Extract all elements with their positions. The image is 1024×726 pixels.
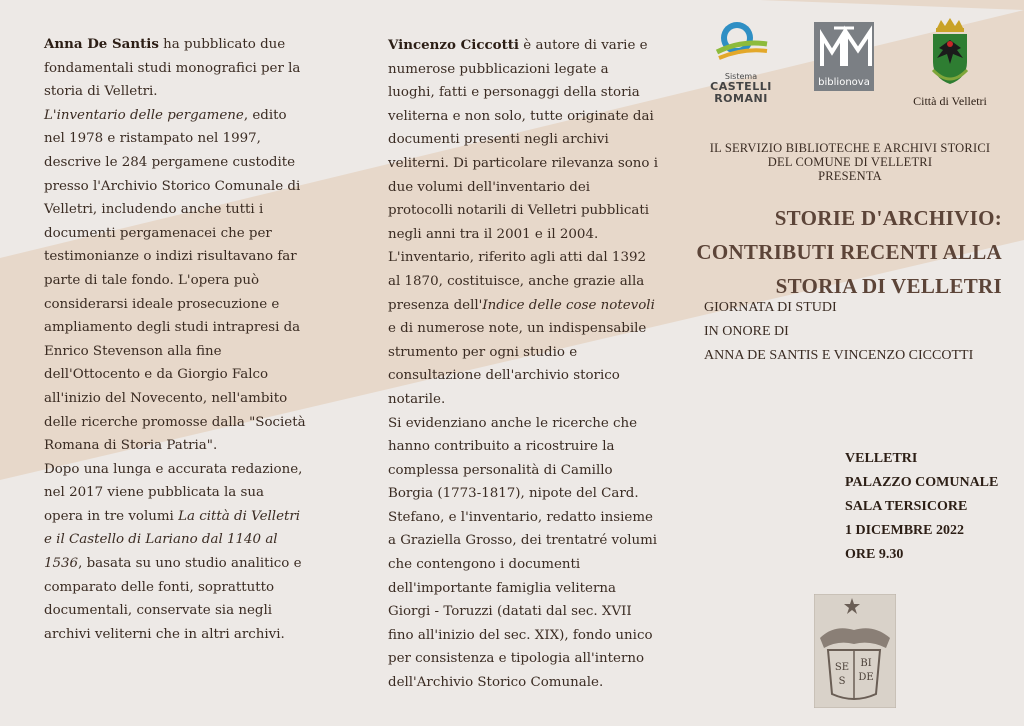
castelli-line1: Sistema [724, 72, 758, 81]
column-anna-de-santis [44, 33, 306, 646]
castelli-line3: ROMANI [714, 92, 768, 105]
text-run: Si evidenziano anche le ricerche che hanno contribuito a ricostruire la complessa personalità di Camillo Borgia (1773-1817), nipote del Card. Stefano, e l'inventario, redatto insieme a Graziella Grosso, dei trentatré volumi che contengono i documenti dell'importante famiglia veliterna Giorgi - Toruzzi (datati dal sec. XVII fino all'inizio del sec. XIX), fondo unico per consistenza e tipologia all'interno dell'Archivio Storico Comunale. [388, 415, 658, 691]
biblionova-logo [814, 22, 876, 91]
organizer-line1: IL SERVIZIO BIBLIOTECHE E ARCHIVI STORICI [709, 141, 991, 155]
text-run: e di numerose note, un indispensabile strumento per ogni studio e consultazione dell'archivio storico notarile. [388, 321, 647, 407]
velletri-coat-of-arms-icon [927, 18, 973, 88]
archive-seal-image [814, 594, 896, 708]
event-room: SALA TERSICORE [845, 499, 968, 514]
velletri-label: Città di Velletri [913, 94, 987, 108]
event-city: VELLETRI [845, 451, 918, 466]
event-subtitle [704, 296, 1004, 368]
title-line3: STORIA DI VELLETRI [775, 274, 1002, 298]
title-line2: CONTRIBUTI RECENTI ALLA [696, 240, 1002, 264]
book-title: La città di Velletri e il Castello di Lariano dal 1140 al 1536 [44, 508, 301, 572]
organizer-line3: PRESENTA [818, 169, 882, 183]
biblionova-icon [814, 22, 874, 76]
author-name: Anna De Santis [44, 36, 159, 52]
text-run: L'inventario, riferito agli atti dal 1392 al 1870, costituisce, anche grazie alla presenza dell' [388, 250, 646, 313]
castelli-line2: CASTELLI [710, 80, 772, 93]
book-title: L'inventario delle pergamene [44, 107, 244, 123]
event-date: 1 DICEMBRE 2022 [845, 523, 965, 538]
organizer-heading [700, 141, 1000, 183]
seal-text-4: S [838, 676, 846, 687]
col1-paragraph [44, 33, 306, 458]
col2-paragraph [388, 412, 658, 695]
text-run: ha pubblicato due fondamentali studi monografici per la storia di Velletri. [44, 37, 301, 100]
organizer-line2: DEL COMUNE DI VELLETRI [767, 155, 933, 169]
event-venue: PALAZZO COMUNALE [845, 475, 999, 490]
biblionova-label: biblionova [814, 76, 874, 91]
subtitle-line1: GIORNATA DI STUDI [704, 300, 837, 315]
column-vincenzo-ciccotti [388, 34, 658, 695]
event-details [845, 447, 1015, 567]
citta-di-velletri-logo [900, 18, 1000, 109]
event-title [690, 201, 1002, 303]
seal-text-2: BI [860, 658, 872, 669]
text-run: , edito nel 1978 e ristampato nel 1997, descrive le 284 pergamene custodite presso l'Archivio Storico Comunale di Velletri, includendo anche tutti i documenti pergamenacei che per testimonianze o indizi risultavano far parte di tale fondo. L'opera può considerarsi ideale prosecuzione e ampliamento degli studi intrapresi da Enrico Stevenson alla fine dell'Ottocento e da Giorgio Falco all'inizio del Novecento, nell'ambito delle ricerche promosse dalla "Società Romana di Storia Patria". [44, 107, 306, 454]
text-run: è autore di varie e numerose pubblicazioni legate a luoghi, fatti e personaggi della storia veliterna e non solo, tutte originate dai documenti presenti negli archivi veliterni. Di particolare rilevanza sono i due volumi dell'inventario dei protocolli notarili di Velletri pubblicati negli anni tra il 2001 e il 2004. [388, 38, 659, 242]
text-run: , basata su uno studio analitico e comparato delle fonti, soprattutto documentali, conservate sia negli archivi veliterni che in altri archivi. [44, 556, 302, 642]
event-time: ORE 9.30 [845, 547, 904, 562]
col2-paragraph [388, 246, 658, 411]
subtitle-line3: ANNA DE SANTIS E VINCENZO CICCOTTI [704, 348, 974, 363]
text-run: Dopo una lunga e accurata redazione, nel 2017 viene pubblicata la sua opera in tre volumi [44, 461, 303, 524]
col1-paragraph [44, 458, 306, 647]
seal-text-1: SE [834, 662, 850, 673]
col2-paragraph [388, 34, 658, 246]
author-name: Vincenzo Ciccotti [388, 37, 520, 53]
castelli-romani-logo [706, 18, 776, 105]
castelli-romani-icon [713, 18, 769, 64]
book-title: Indice delle cose notevoli [482, 297, 655, 313]
seal-text-3: DE [858, 672, 874, 683]
subtitle-line2: IN ONORE DI [704, 324, 789, 339]
title-line1: STORIE D'ARCHIVIO: [774, 206, 1002, 230]
